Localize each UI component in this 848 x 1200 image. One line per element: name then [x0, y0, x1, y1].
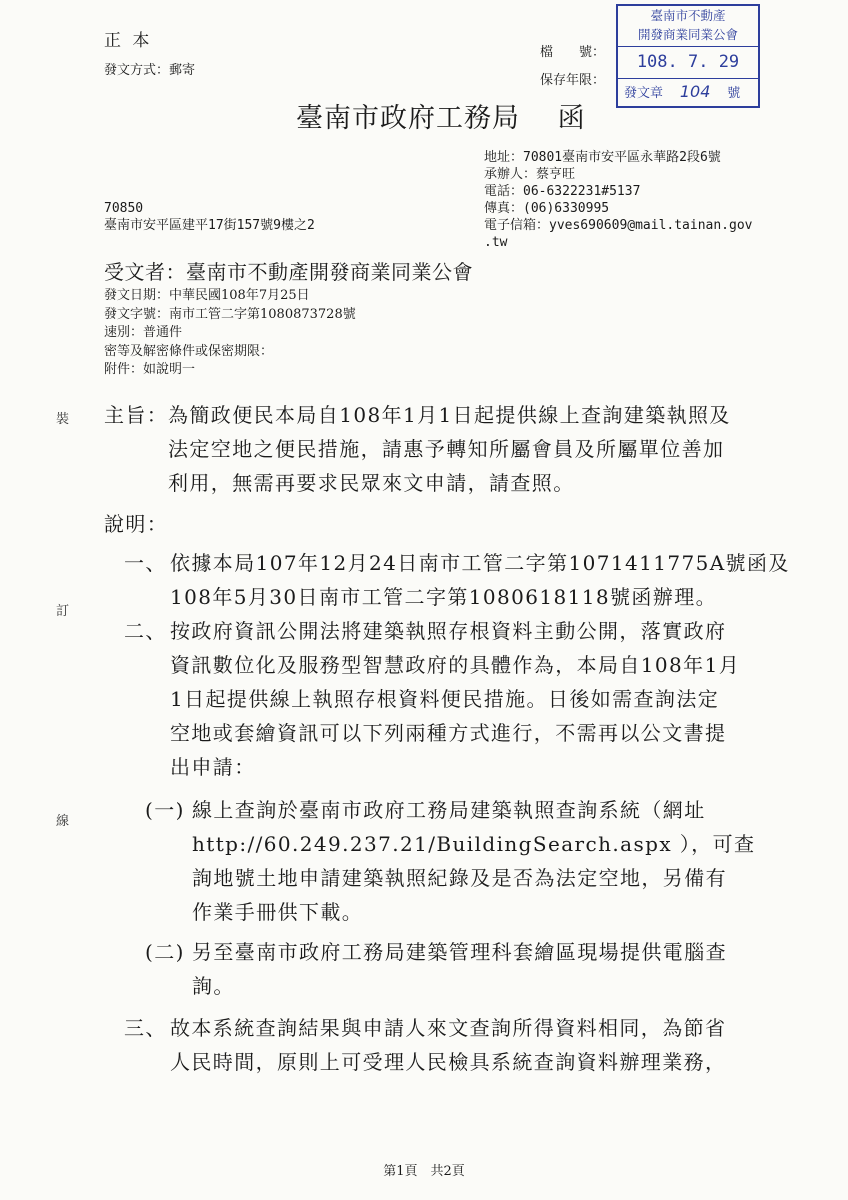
item-1-number: 一、	[124, 551, 167, 575]
item-line: 依據本局107年12月24日南市工管二字第1071411775A號函及	[170, 551, 790, 575]
attachment: 附件：如說明一	[104, 362, 196, 377]
sender-email-continued: .tw	[484, 235, 508, 250]
speed-class: 速別：普通件	[104, 325, 183, 340]
sender-handler: 承辦人：蔡亨旺	[484, 167, 576, 182]
item-line: 空地或套繪資訊可以下列兩種方式進行，不需再以公文書提	[170, 721, 727, 745]
item-line: 1日起提供線上執照存根資料便民措施。日後如需查詢法定	[170, 687, 720, 711]
item-1-text	[170, 546, 790, 614]
item-3-number: 三、	[124, 1016, 167, 1040]
subject-label: 主旨：	[104, 403, 169, 427]
sub-1-number: (一)	[145, 798, 185, 822]
sender-phone: 電話：06-6322231#5137	[484, 184, 641, 199]
item-line: 按政府資訊公開法將建築執照存根資料主動公開，落實政府	[170, 619, 727, 643]
subject-line: 利用，無需再要求民眾來文申請，請查照。	[168, 471, 575, 495]
item-3-text	[170, 1011, 726, 1079]
sender-email: 電子信箱：yves690609@mail.tainan.gov	[484, 218, 753, 233]
item-line: http://60.249.237.21/BuildingSearch.aspx ），可查	[192, 832, 756, 856]
recipient-address	[104, 200, 315, 234]
retention-label: 保存年限：	[540, 73, 606, 88]
subject-text	[168, 398, 731, 500]
item-line: 108年5月30日南市工管二字第1080618118號函辦理。	[170, 585, 717, 609]
stamp-number-prefix: 發文章	[624, 86, 664, 101]
document-title: 臺南市政府工務局 函	[296, 103, 586, 134]
sub-1-text	[192, 793, 755, 929]
binding-mark-zhuang: 裝	[56, 412, 70, 427]
stamp-line-2: 開發商業同業公會	[637, 27, 738, 42]
item-line: 詢地號土地申請建築執照紀錄及是否為法定空地，另備有	[192, 866, 727, 890]
binding-mark-xian: 線	[56, 814, 70, 829]
received-stamp	[616, 4, 760, 108]
subject-line: 為簡政便民本局自108年1月1日起提供線上查詢建築執照及	[168, 403, 731, 427]
item-line: 人民時間，原則上可受理人民檢具系統查詢資料辦理業務，	[170, 1050, 727, 1074]
recipient: 受文者：臺南市不動產開發商業同業公會	[104, 260, 473, 284]
binding-mark-ding: 訂	[56, 604, 70, 619]
item-line: 故本系統查詢結果與申請人來文查詢所得資料相同，為節省	[170, 1016, 727, 1040]
sender-block	[484, 149, 753, 251]
item-line: 作業手冊供下載。	[192, 900, 364, 924]
item-line: 資訊數位化及服務型智慧政府的具體作為，本局自108年1月	[170, 653, 741, 677]
file-no-label: 檔 號：	[540, 45, 606, 60]
sender-address: 地址：70801臺南市安平區永華路2段6號	[484, 150, 721, 165]
stamp-line-1: 臺南市不動產	[650, 8, 726, 23]
item-line: 線上查詢於臺南市政府工務局建築執照查詢系統（網址	[192, 798, 706, 822]
meta-block	[104, 287, 356, 380]
secrecy-level: 密等及解密條件或保密期限：	[104, 343, 274, 359]
stamp-date: 108. 7. 29	[618, 46, 758, 79]
item-line: 詢。	[192, 974, 235, 998]
recipient-street: 臺南市安平區建平17街157號9樓之2	[104, 218, 315, 233]
stamp-number: 104	[679, 82, 711, 101]
item-line: 另至臺南市政府工務局建築管理科套繪區現場提供電腦查	[192, 940, 727, 964]
document-number: 發文字號：南市工管二字第1080873728號	[104, 306, 356, 322]
dispatch-method: 發文方式：郵寄	[104, 63, 196, 78]
recipient-zip: 70850	[104, 201, 144, 216]
sub-2-number: (二)	[145, 940, 185, 964]
item-2-text	[170, 614, 740, 784]
issue-date: 發文日期：中華民國108年7月25日	[104, 288, 310, 303]
page-number: 第1頁 共2頁	[383, 1164, 465, 1179]
sender-fax: 傳真：(06)6330995	[484, 201, 610, 216]
stamp-number-row	[618, 78, 758, 106]
stamp-number-suffix: 號	[727, 86, 741, 101]
explanation-label: 說明：	[104, 512, 169, 536]
copy-label: 正 本	[104, 31, 153, 51]
item-2-number: 二、	[124, 619, 167, 643]
item-line: 出申請：	[170, 755, 256, 779]
subject-line: 法定空地之便民措施，請惠予轉知所屬會員及所屬單位善加	[168, 437, 725, 461]
sub-2-text	[192, 935, 727, 1003]
